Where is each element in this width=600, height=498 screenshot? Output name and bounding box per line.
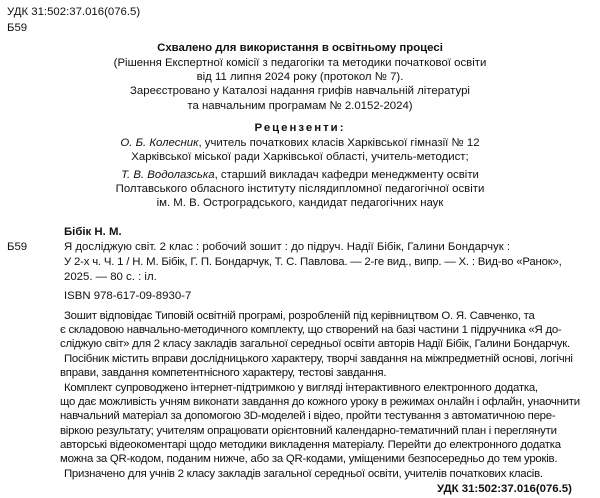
- reviewer-second-role: , старший викладач кафедри менеджменту освіти: [214, 169, 479, 181]
- footer-udk-code: УДК 31:502:37.016(076.5): [437, 483, 572, 495]
- description-paragraph-4: Призначено для учнів 2 класу закладів загальної середньої освіти, учителів початкових класів.: [64, 468, 543, 480]
- bbk-code: Б59: [7, 22, 28, 34]
- reviewer-second-line1: [0, 168, 600, 182]
- isbn: ISBN 978-617-09-8930-7: [64, 290, 192, 302]
- text-line: навчальний матеріал за допомогою 3D-моделей і відео, пройти тестування з автоматичною пере-: [60, 410, 556, 423]
- approval-line: Зареєстровано у Каталозі надання грифів навчальній літературі: [130, 85, 470, 98]
- reviewer-first-role: , учитель початкових класів Харківської гімназії № 12: [198, 137, 480, 149]
- reviewer-first-line1: [0, 136, 600, 150]
- approval-line: та навчальним програмам № 2.0152-2024): [187, 99, 413, 112]
- description-paragraph-2: [60, 352, 573, 380]
- text-line: Зошит відповідає Типовій освітній програмі, розробленій під керівництвом О. Я. Савченко, та: [64, 310, 535, 322]
- description-paragraph-3: [60, 381, 580, 466]
- text-line: що дає можливість учням виконати завдання до кожного уроку в режимах онлайн і офлайн, унаочнити: [60, 396, 580, 409]
- catalog-line: Я досліджую світ. 2 клас : робочий зошит : до підруч. Надії Бібік, Галини Бондарчук :: [64, 241, 511, 253]
- text-line: віркою результату; учителям опрацювати орієнтовний календарно-тематичний план і переглянути: [60, 424, 557, 437]
- reviewers-heading: Рецензенти:: [254, 122, 346, 134]
- reviewer-second-line2: Полтавського обласного інституту післядипломної педагогічної освіти: [115, 183, 485, 196]
- udk-code: УДК 31:502:37.016(076.5): [7, 6, 141, 18]
- reviewer-second: [0, 168, 600, 211]
- catalog-line: 2025. — 80 с. : іл.: [64, 271, 157, 283]
- reviewer-first-name: О. Б. Колесник: [120, 137, 199, 149]
- reviewer-first: [0, 136, 600, 164]
- text-line: вправи, завдання компетентнісного характеру, тестові завдання.: [60, 367, 387, 380]
- text-line: Комплект супроводжено інтернет-підтримкою у вигляді інтерактивного електронного додатка,: [64, 382, 538, 394]
- text-line: можна за QR-кодом, поданим нижче, або за QR-кодами, уміщеними безпосередньо до тем уроків.: [60, 452, 558, 465]
- reviewer-second-line3: ім. М. В. Остроградського, кандидат педагогічних наук: [156, 197, 444, 210]
- reviewer-first-line2: Харківської міської ради Харківської області, учитель-методист;: [131, 151, 469, 164]
- approval-line: від 11 липня 2024 року (протокол № 7).: [196, 71, 404, 84]
- catalog-line: У 2-х ч. Ч. 1 / Н. М. Бібік, Г. П. Бондарчук, Т. С. Павлова. — 2-ге вид., випр. — Х. : Вид-во «Ранок»,: [64, 256, 562, 268]
- text-line: авторські відеокоментарі щодо методики викладення матеріалу. Перейти до електронного додатка: [60, 438, 561, 451]
- description-paragraph-1: [60, 309, 570, 352]
- approval-line: (Рішення Експертної комісії з педагогіки та методики початкової освіти: [113, 57, 487, 69]
- catalog-code: Б59: [7, 241, 28, 253]
- text-line: сліджую світ» для 2 класу закладів загальної середньої освіти авторів Надії Бібік, Галини Бондарчук.: [60, 338, 570, 351]
- approval-details: [0, 56, 600, 113]
- catalog-author: Бібік Н. М.: [64, 226, 122, 238]
- reviewer-second-name: Т. В. Водолазська: [121, 169, 215, 181]
- approval-title: Схвалено для використання в освітньому процесі: [157, 42, 443, 54]
- text-line: Посібник містить вправи дослідницького характеру, творчі завдання на міжпредметній основі, логічні: [64, 353, 573, 365]
- text-line: є складовою навчально-методичного комплекту, що створений на базі частини 1 підручника «Я до-: [60, 324, 562, 337]
